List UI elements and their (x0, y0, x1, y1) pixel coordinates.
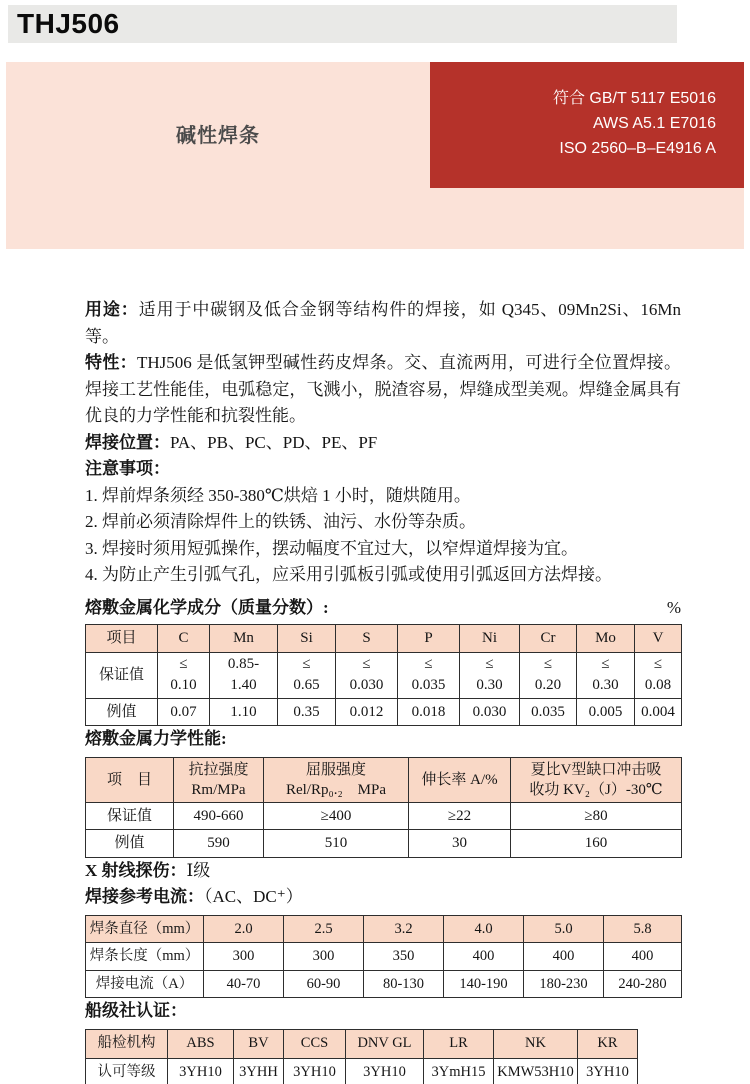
row-label: 保证值 (86, 802, 174, 830)
cell: 3YmH15 (424, 1058, 494, 1084)
row-label: 焊条直径（mm） (86, 915, 204, 943)
cell: 3.2 (364, 915, 444, 943)
chemical-composition-table (85, 624, 682, 726)
cell: 3YHH (234, 1058, 284, 1084)
chem-guarantee-row (86, 652, 682, 698)
cell: 490-660 (174, 802, 264, 830)
row-label: 保证值 (86, 652, 158, 698)
cell: 160 (511, 830, 682, 858)
standard-line: AWS A5.1 E7016 (592, 115, 716, 132)
cell: ≤ 0.20 (520, 652, 577, 698)
cell: 3YH10 (168, 1058, 234, 1084)
chem-header-c: C (158, 625, 210, 653)
note-item: 3. 焊接时须用短弧操作，摆动幅度不宜过大，以窄焊道焊接为宜。 (85, 538, 578, 558)
row-label: 例值 (86, 698, 158, 726)
notes-heading: 注意事项： (85, 459, 170, 478)
chem-header-v: V (635, 625, 682, 653)
cert-header-ccs: CCS (284, 1029, 346, 1058)
usage-text: 适用于中碳钢及低合金钢等结构件的焊接，如 Q345、09Mn2Si、16Mn 等。 (85, 300, 681, 346)
cell: 0.035 (520, 698, 577, 726)
cell: 5.8 (604, 915, 682, 943)
cell: 0.85- 1.40 (210, 652, 278, 698)
note-item: 2. 焊前必须清除焊件上的铁锈、油污、水份等杂质。 (85, 512, 476, 531)
cell: 400 (444, 943, 524, 971)
cell: 2.5 (284, 915, 364, 943)
cell: 1.10 (210, 698, 278, 726)
mech-guarantee-row (86, 802, 682, 830)
chem-header-si: Si (278, 625, 336, 653)
features-text: THJ506 是低氢钾型碱性药皮焊条。交、直流两用，可进行全位置焊接。焊接工艺性能佳，电弧稳定，飞溅小，脱渣容易，焊缝成型美观。焊缝金属具有优良的力学性能和抗裂性能。 (85, 353, 681, 425)
cert-section-title: 船级社认证： (85, 1001, 187, 1020)
cell: ≥80 (511, 802, 682, 830)
current-ref-line (85, 884, 681, 911)
cert-header-row (86, 1029, 638, 1058)
cell: 140-190 (444, 970, 524, 998)
cell: 0.030 (460, 698, 520, 726)
cell: ≥22 (409, 802, 511, 830)
mech-example-row (86, 830, 682, 858)
row-label: 例值 (86, 830, 174, 858)
model-title-bar (8, 5, 677, 43)
classification-society-table (85, 1029, 638, 1084)
cell: 0.012 (336, 698, 398, 726)
cell: 180-230 (524, 970, 604, 998)
positions-text: PA、PB、PC、PD、PE、PF (170, 432, 378, 452)
cell: ≤ 0.035 (398, 652, 460, 698)
chem-section-title: 熔敷金属化学成分（质量分数）: (85, 597, 329, 617)
mechanical-properties-table (85, 757, 682, 858)
chem-header-cr: Cr (520, 625, 577, 653)
cell: 5.0 (524, 915, 604, 943)
cell: 30 (409, 830, 511, 858)
cell: 0.004 (635, 698, 682, 726)
cell: ≤ 0.30 (577, 652, 635, 698)
standard-line: ISO 2560–B–E4916 A (559, 140, 716, 157)
amperage-row (86, 970, 682, 998)
current-ref-label: 焊接参考电流： (85, 887, 204, 906)
cell: 240-280 (604, 970, 682, 998)
cell: 590 (174, 830, 264, 858)
positions-paragraph (85, 430, 681, 457)
diameter-row (86, 915, 682, 943)
usage-label: 用途： (85, 300, 139, 319)
row-label: 认可等级 (86, 1058, 168, 1084)
cell: 0.35 (278, 698, 336, 726)
standards-box (430, 62, 744, 188)
cert-grade-row (86, 1058, 638, 1084)
chem-example-row (86, 698, 682, 726)
positions-label: 焊接位置： (85, 432, 170, 452)
cell: 0.07 (158, 698, 210, 726)
cell: ≤ 0.08 (635, 652, 682, 698)
cell: 400 (524, 943, 604, 971)
mech-header-item: 项 目 (86, 757, 174, 802)
cell: ≤ 0.65 (278, 652, 336, 698)
chem-header-s: S (336, 625, 398, 653)
xray-value: Ⅰ级 (186, 860, 211, 880)
cell: 0.018 (398, 698, 460, 726)
chem-unit-label: % (666, 597, 681, 617)
cert-header-abs: ABS (168, 1029, 234, 1058)
cell: 80-130 (364, 970, 444, 998)
cert-header-kr: KR (578, 1029, 638, 1058)
cert-header-bv: BV (234, 1029, 284, 1058)
row-label: 焊条长度（mm） (86, 943, 204, 971)
chem-header-item: 项目 (86, 625, 158, 653)
cell: 3YH10 (346, 1058, 424, 1084)
row-label: 焊接电流（A） (86, 970, 204, 998)
cell: 60-90 (284, 970, 364, 998)
cell: 400 (604, 943, 682, 971)
welding-current-table (85, 915, 682, 999)
cell: 300 (204, 943, 284, 971)
xray-label: X 射线探伤： (85, 860, 187, 880)
cell: 300 (284, 943, 364, 971)
cell: KMW53H10 (494, 1058, 578, 1084)
features-paragraph (85, 350, 681, 430)
cell: 0.005 (577, 698, 635, 726)
usage-paragraph (85, 297, 681, 350)
cell: 2.0 (204, 915, 284, 943)
mech-header-elongation: 伸长率 A/% (409, 757, 511, 802)
mech-section-title: 熔敷金属力学性能: (85, 729, 227, 748)
product-type-label: 碱性焊条 (176, 125, 260, 147)
cell: 510 (264, 830, 409, 858)
length-row (86, 943, 682, 971)
xray-line (85, 858, 681, 885)
cell: 350 (364, 943, 444, 971)
chem-header-row (86, 625, 682, 653)
mech-header-tensile: 抗拉强度 Rm/MPa (174, 757, 264, 802)
mech-header-yield: 屈服强度 Rel/Rp₀.₂ MPa (264, 757, 409, 802)
cert-header-agency: 船检机构 (86, 1029, 168, 1058)
note-item: 1. 焊前焊条须经 350-380℃烘焙 1 小时，随烘随用。 (85, 485, 471, 505)
chem-title-row (85, 595, 681, 622)
features-label: 特性： (85, 353, 137, 372)
cell: ≥400 (264, 802, 409, 830)
chem-header-ni: Ni (460, 625, 520, 653)
product-banner (6, 62, 744, 249)
chem-header-p: P (398, 625, 460, 653)
cell: 3YH10 (284, 1058, 346, 1084)
chem-header-mo: Mo (577, 625, 635, 653)
model-number: THJ506 (17, 8, 120, 39)
standard-line: 符合 GB/T 5117 E5016 (552, 90, 716, 107)
current-ref-value: （AC、DC⁺） (204, 887, 303, 906)
mech-header-row (86, 757, 682, 802)
cell: 3YH10 (578, 1058, 638, 1084)
cell: ≤ 0.30 (460, 652, 520, 698)
content-column (85, 297, 681, 1084)
cert-header-dnvgl: DNV GL (346, 1029, 424, 1058)
cert-header-nk: NK (494, 1029, 578, 1058)
mech-header-impact: 夏比V型缺口冲击吸 收功 KV₂（J）-30℃ (511, 757, 682, 802)
cell: ≤ 0.030 (336, 652, 398, 698)
cell: ≤ 0.10 (158, 652, 210, 698)
cert-header-lr: LR (424, 1029, 494, 1058)
note-item: 4. 为防止产生引弧气孔，应采用引弧板引弧或使用引弧返回方法焊接。 (85, 565, 612, 584)
cell: 4.0 (444, 915, 524, 943)
chem-header-mn: Mn (210, 625, 278, 653)
cell: 40-70 (204, 970, 284, 998)
